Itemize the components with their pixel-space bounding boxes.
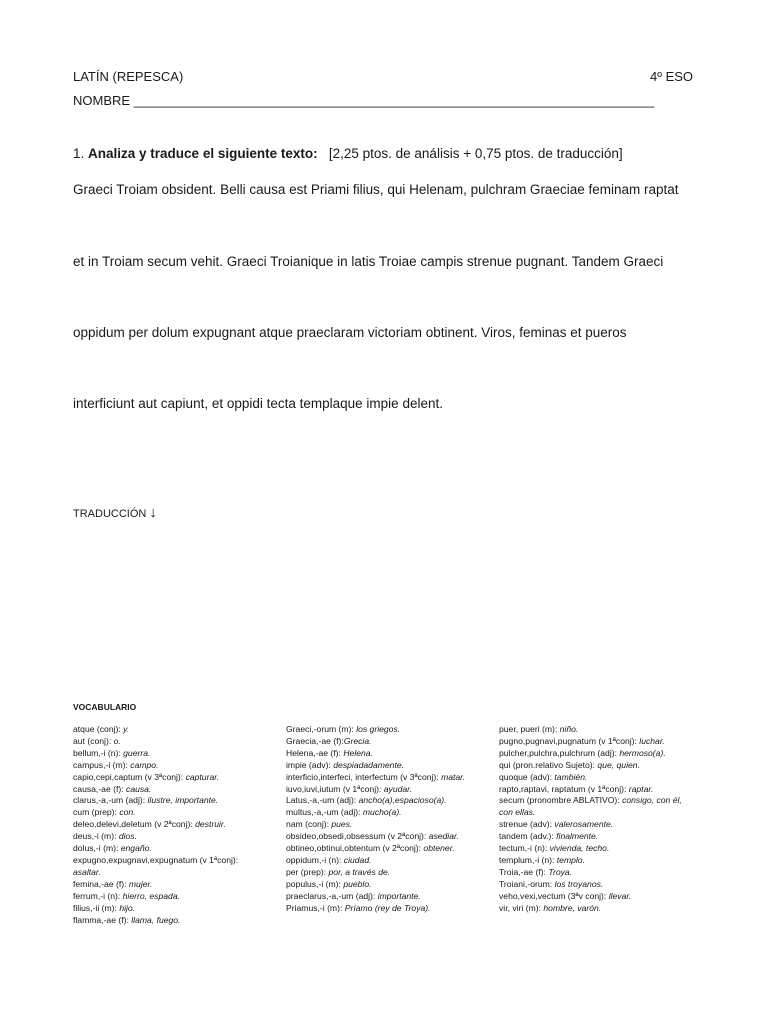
vocabulary-term: oppidum,-i (n): xyxy=(286,854,344,865)
vocabulary-translation: consigo, con él, con ellas. xyxy=(499,795,682,818)
vocabulary-term: ferrum,-i (n): xyxy=(73,890,123,901)
vocabulary-term: Graeci,-orum (m): xyxy=(286,724,357,734)
vocabulary-entry xyxy=(73,784,268,796)
question-points: [2,25 ptos. de análisis + 0,75 ptos. de traducción] xyxy=(328,146,623,161)
vocabulary-translation: Helena. xyxy=(343,747,373,758)
vocabulary-entry xyxy=(286,724,486,736)
vocabulary-translation: campo. xyxy=(130,759,159,770)
vocabulary-term: bellum,-i (n): xyxy=(73,747,124,758)
vocabulary-entry xyxy=(286,748,486,760)
vocabulary-entry xyxy=(499,772,697,784)
vocabulary-translation: por, a través de. xyxy=(328,866,391,877)
vocabulary-term: nam (conj): xyxy=(286,819,332,830)
vocabulary-translation: llevar. xyxy=(608,890,632,901)
grade-label: 4º ESO xyxy=(650,69,694,84)
vocabulary-entry xyxy=(286,879,486,891)
vocabulary-translation: asediar. xyxy=(428,831,459,842)
vocabulary-translation: ayudar. xyxy=(383,783,413,794)
vocabulary-translation: también. xyxy=(554,771,588,782)
vocabulary-term: Priamus,-i (m): xyxy=(286,902,345,913)
vocabulary-term: deleo,delevi,deletum (v 2ªconj): xyxy=(73,819,196,830)
vocabulary-translation: templo. xyxy=(556,854,585,865)
vocabulary-entry xyxy=(499,867,697,879)
question-number: 1. xyxy=(73,146,85,161)
vocabulary-entry xyxy=(499,784,697,796)
vocabulary-entry xyxy=(499,748,697,760)
vocabulary-entry xyxy=(499,879,697,891)
vocabulary-column-1 xyxy=(73,724,268,926)
vocabulary-translation: causa. xyxy=(126,783,152,794)
vocabulary-translation: ancho(a),espacioso(a). xyxy=(358,795,447,806)
vocabulary-term: cum (prep): xyxy=(73,807,120,818)
vocabulary-term: templum,-i (n): xyxy=(499,854,557,865)
vocabulary-entry xyxy=(286,736,486,748)
vocabulary-translation: Troya. xyxy=(548,866,573,877)
translation-label-text: TRADUCCIÓN xyxy=(73,508,147,520)
latin-text-line: oppidum per dolum expugnant atque praeclaram victoriam obtinent. Viros, feminas et pueros xyxy=(73,325,627,340)
vocabulary-entry xyxy=(286,807,486,819)
vocabulary-term: rapto,raptavi, raptatum (v 1ªconj): xyxy=(499,783,629,794)
vocabulary-entry xyxy=(286,760,486,772)
question-instruction: Analiza y traduce el siguiente texto: xyxy=(88,146,318,161)
vocabulary-entry xyxy=(73,772,268,784)
vocabulary-translation: despiadadamente. xyxy=(333,759,404,770)
vocabulary-term: Troiani,-orum: xyxy=(499,878,555,889)
vocabulary-column-2 xyxy=(286,724,486,915)
vocabulary-column-3 xyxy=(499,724,697,915)
vocabulary-translation: ciudad. xyxy=(343,854,372,865)
vocabulary-entry xyxy=(499,760,697,772)
vocabulary-translation: obtener. xyxy=(423,843,455,854)
question-heading xyxy=(73,146,623,161)
vocabulary-term: populus,-i (m): xyxy=(286,878,344,889)
vocabulary-term: flamma,-ae (f): xyxy=(73,914,132,925)
vocabulary-entry xyxy=(286,843,486,855)
vocabulary-entry xyxy=(286,891,486,903)
vocabulary-translation: importante. xyxy=(377,890,421,901)
vocabulary-term: impie (adv): xyxy=(286,759,334,770)
vocabulary-term: puer, pueri (m): xyxy=(499,724,560,734)
vocabulary-entry xyxy=(73,736,268,748)
vocabulary-entry xyxy=(73,819,268,831)
vocabulary-entry xyxy=(499,831,697,843)
vocabulary-term: dolus,-i (m): xyxy=(73,843,121,854)
latin-text-line: et in Troiam secum vehit. Graeci Troianique in latis Troiae campis strenue pugnant. Tandem Graeci xyxy=(73,254,664,269)
vocabulary-entry xyxy=(73,879,268,891)
vocabulary-translation: mujer. xyxy=(128,878,153,889)
vocabulary-term: Latus,-a,-um (adj): xyxy=(286,795,359,806)
vocabulary-entry xyxy=(286,772,486,784)
vocabulary-term: interficio,interfeci, interfectum (v 3ªconj): xyxy=(286,771,442,782)
vocabulary-term: atque (conj): xyxy=(73,724,124,734)
vocabulary-term: clarus,-a,-um (adj): xyxy=(73,795,148,806)
translation-label xyxy=(73,504,157,521)
vocabulary-term: pulcher,pulchra,pulchrum (adj): xyxy=(499,747,620,758)
vocabulary-term: capio,cepi,captum (v 3ªconj): xyxy=(73,771,186,782)
vocabulary-term: quoque (adv): xyxy=(499,771,555,782)
arrow-down-icon: ↓ xyxy=(149,504,157,521)
vocabulary-translation: engaño. xyxy=(120,843,152,854)
vocabulary-translation: pueblo. xyxy=(343,878,372,889)
vocabulary-entry xyxy=(286,819,486,831)
vocabulary-entry xyxy=(73,748,268,760)
vocabulary-translation: guerra. xyxy=(123,747,151,758)
vocabulary-translation: con. xyxy=(119,807,136,818)
latin-text-line: Graeci Troiam obsident. Belli causa est Priami filius, qui Helenam, pulchram Graeciae feminam raptat xyxy=(73,182,679,197)
vocabulary-term: praeclarus,-a,-um (adj): xyxy=(286,890,378,901)
vocabulary-translation: ilustre, importante. xyxy=(147,795,219,806)
vocabulary-term: expugno,expugnavi,expugnatum (v 1ªconj): xyxy=(73,854,239,865)
vocabulary-term: tandem (adv.): xyxy=(499,831,557,842)
vocabulary-term: obsideo,obsedi,obsessum (v 2ªconj): xyxy=(286,831,429,842)
vocabulary-term: tectum,-i (n): xyxy=(499,843,550,854)
vocabulary-entry xyxy=(286,831,486,843)
vocabulary-term: veho,vexi,vectum (3ªv conj): xyxy=(499,890,609,901)
vocabulary-entry xyxy=(73,855,268,879)
vocabulary-translation: capturar. xyxy=(185,771,220,782)
vocabulary-term: qui (pron.relativo Sujeto): xyxy=(499,759,598,770)
vocabulary-entry xyxy=(73,831,268,843)
vocabulary-entry xyxy=(73,724,268,736)
vocabulary-entry xyxy=(499,891,697,903)
vocabulary-term: multus,-a,-um (adj): xyxy=(286,807,363,818)
vocabulary-translation: los troyanos. xyxy=(554,878,604,889)
vocabulary-entry xyxy=(286,855,486,867)
vocabulary-translation: niño. xyxy=(559,724,579,734)
vocabulary-term: Helena,-ae (f): xyxy=(286,747,344,758)
vocabulary-translation: matar. xyxy=(441,771,466,782)
vocabulary-translation: vivienda, techo. xyxy=(549,843,610,854)
vocabulary-translation: mucho(a). xyxy=(362,807,402,818)
vocabulary-translation: Príamo (rey de Troya). xyxy=(344,902,431,913)
vocabulary-translation: pues. xyxy=(331,819,353,830)
vocabulary-translation: asaltar. xyxy=(73,866,101,877)
vocabulary-entry xyxy=(73,903,268,915)
vocabulary-entry xyxy=(286,784,486,796)
vocabulary-translation: o. xyxy=(113,735,121,746)
vocabulary-translation: Grecia. xyxy=(343,735,372,746)
vocabulary-entry xyxy=(499,736,697,748)
vocabulary-translation: hombre, varón. xyxy=(543,902,602,913)
vocabulary-translation: luchar. xyxy=(639,735,665,746)
vocabulary-entry xyxy=(499,843,697,855)
vocabulary-translation: y. xyxy=(123,724,130,734)
vocabulary-term: campus,-i (m): xyxy=(73,759,131,770)
vocabulary-translation: valerosamente. xyxy=(554,819,614,830)
vocabulary-translation: dios. xyxy=(118,831,137,842)
vocabulary-entry xyxy=(286,867,486,879)
vocabulary-term: filius,-ii (m): xyxy=(73,902,120,913)
vocabulary-term: deus,-i (m): xyxy=(73,831,119,842)
vocabulary-translation: que, quien. xyxy=(597,759,640,770)
vocabulary-entry xyxy=(499,903,697,915)
vocabulary-term: Graecia,-ae (f): xyxy=(286,735,344,746)
vocabulary-term: secum (pronombre ABLATIVO): xyxy=(499,795,623,806)
vocabulary-entry xyxy=(73,807,268,819)
vocabulary-entry xyxy=(73,915,268,927)
vocabulary-translation: destruir. xyxy=(195,819,226,830)
vocabulary-term: iuvo,iuvi,iutum (v 1ªconj): xyxy=(286,783,384,794)
vocabulary-term: obtineo,obtinui,obtentum (v 2ªconj): xyxy=(286,843,424,854)
vocabulary-entry xyxy=(73,843,268,855)
vocabulary-entry xyxy=(73,795,268,807)
vocabulary-term: aut (conj): xyxy=(73,735,114,746)
vocabulary-entry xyxy=(499,795,697,819)
vocabulary-entry xyxy=(499,724,697,736)
vocabulary-translation: llama, fuego. xyxy=(131,914,181,925)
vocabulary-entry xyxy=(286,795,486,807)
vocabulary-term: vir, viri (m): xyxy=(499,902,544,913)
vocabulary-translation: hijo. xyxy=(119,902,136,913)
vocabulary-term: strenue (adv): xyxy=(499,819,555,830)
vocabulary-title: VOCABULARIO xyxy=(73,702,137,712)
name-line: NOMBRE ________________________________________________________________________ xyxy=(73,93,655,108)
vocabulary-translation: los griegos. xyxy=(356,724,401,734)
vocabulary-translation: raptar. xyxy=(628,783,654,794)
vocabulary-entry xyxy=(73,760,268,772)
vocabulary-term: causa,-ae (f): xyxy=(73,783,127,794)
latin-text-line: interficiunt aut capiunt, et oppidi tecta templaque impie delent. xyxy=(73,396,443,411)
vocabulary-entry xyxy=(499,819,697,831)
vocabulary-term: pugno,pugnavi,pugnatum (v 1ªconj): xyxy=(499,735,640,746)
vocabulary-term: Troia,-ae (f): xyxy=(499,866,549,877)
vocabulary-entry xyxy=(499,855,697,867)
vocabulary-term: femina,-ae (f): xyxy=(73,878,129,889)
vocabulary-entry xyxy=(73,891,268,903)
vocabulary-translation: finalmente. xyxy=(556,831,599,842)
vocabulary-translation: hermoso(a). xyxy=(619,747,666,758)
subject-title: LATÍN (REPESCA) xyxy=(73,69,184,84)
vocabulary-term: per (prep): xyxy=(286,866,329,877)
vocabulary-entry xyxy=(286,903,486,915)
vocabulary-translation: hierro, espada. xyxy=(122,890,180,901)
